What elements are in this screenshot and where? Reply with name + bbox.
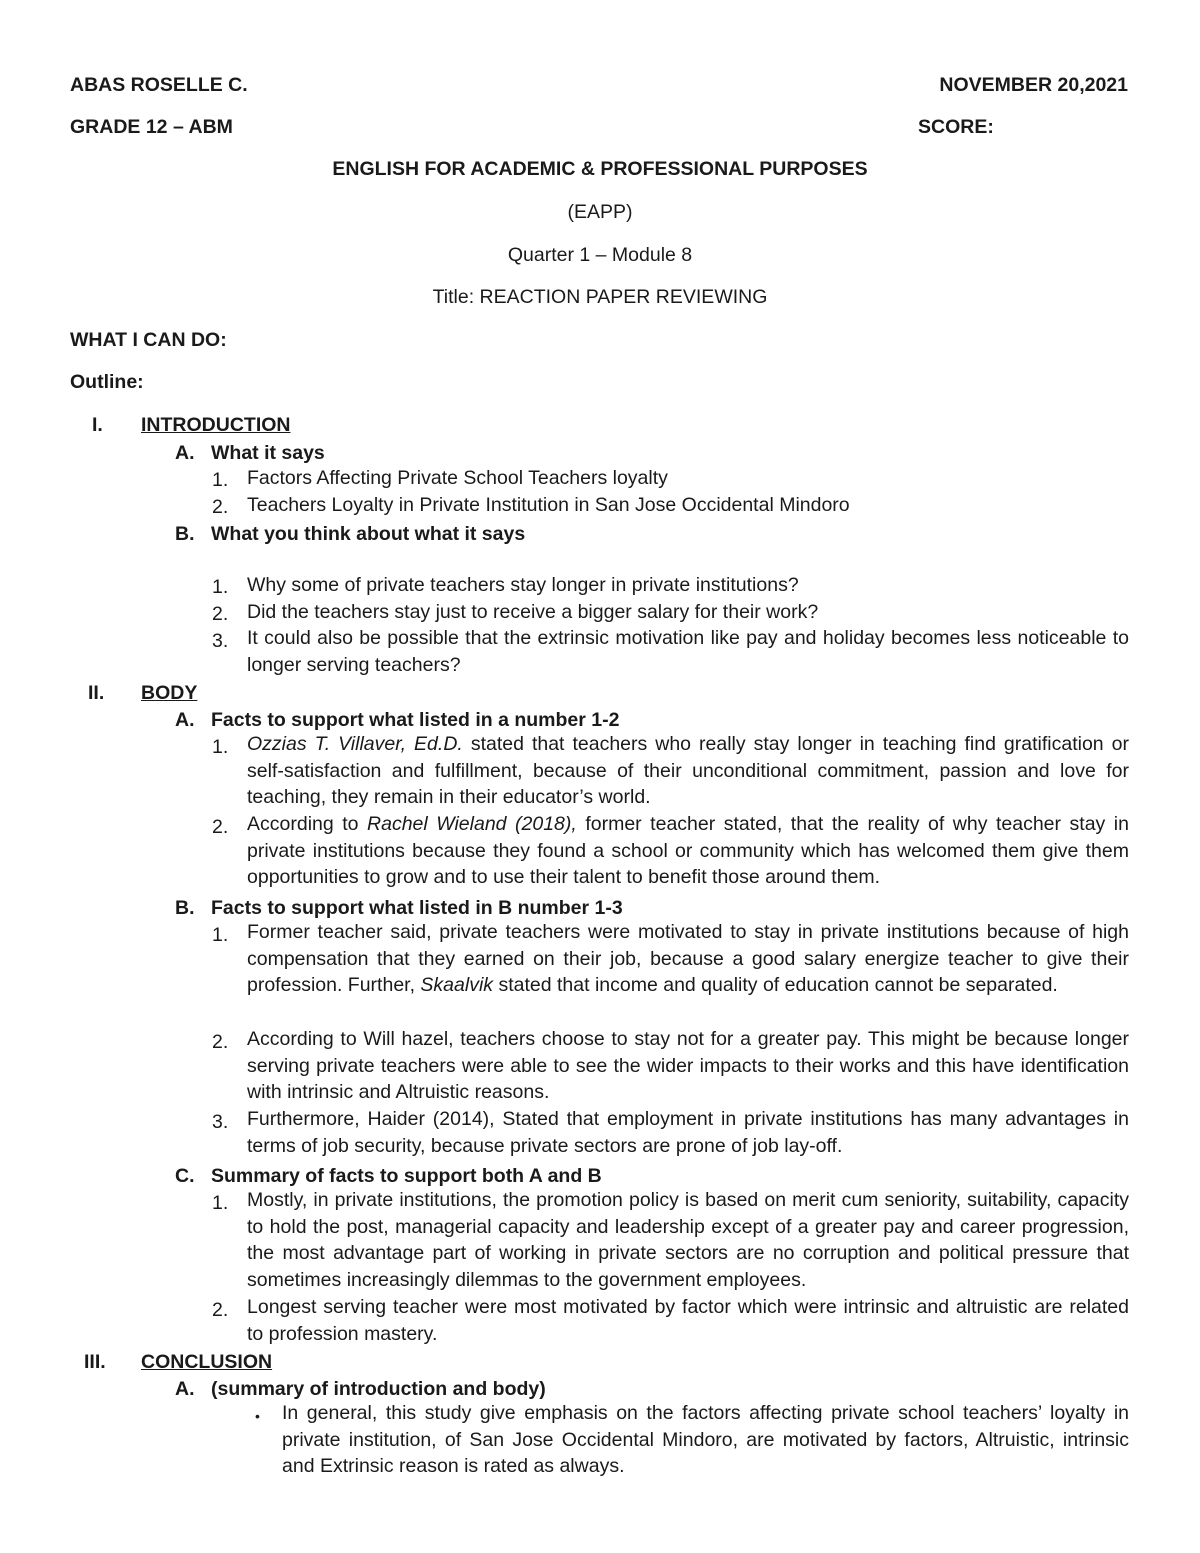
list-number: 1. <box>212 469 229 491</box>
subsection-letter: A. <box>175 442 195 464</box>
subject-title: ENGLISH FOR ACADEMIC & PROFESSIONAL PURPOSES <box>332 158 868 180</box>
list-item: Mostly, in private institutions, the promotion policy is based on merit cum seniority, suitability, capacity to hold the post, managerial capacity and leadership except of a greater pay and career progression, the most advantage part of working in private sectors are no corruption and political pressure that sometimes increasingly dilemmas to the government employees. <box>247 1189 1129 1292</box>
list-number: 2. <box>212 496 229 518</box>
list-item: Why some of private teachers stay longer in private institutions? <box>247 574 799 596</box>
list-item: Did the teachers stay just to receive a bigger salary for their work? <box>247 601 819 623</box>
section-title-body: BODY <box>141 682 198 704</box>
list-number: 1. <box>212 1192 229 1214</box>
subsection-heading-summary: Summary of facts to support both A and B <box>211 1165 602 1187</box>
subsection-letter: C. <box>175 1165 195 1187</box>
list-number: 1. <box>212 924 229 946</box>
section-numeral-conclusion: III. <box>84 1351 106 1373</box>
list-item: Ozzias T. Villaver, Ed.D. stated that teachers who really stay longer in teaching find gratification or self-satisfaction and fulfillment, because of their unconditional commitment, passion and love for teaching, they remain in their educator’s world. <box>247 733 1129 809</box>
student-name: ABAS ROSELLE C. <box>70 74 248 96</box>
list-item: Former teacher said, private teachers were motivated to stay in private institutions because of high compensation that they earned on their job, because a good salary energize teacher to give their profession. Further, Skaalvik stated that income and quality of education cannot be separated. <box>247 921 1129 997</box>
outline-label: Outline: <box>70 371 144 393</box>
conclusion-bullet-text: In general, this study give emphasis on the factors affecting private school teachers’ loyalty in private institution, of San Jose Occidental Mindoro, are motivated by factors, Altruistic, intrinsic and Extrinsic reason is rated as always. <box>282 1402 1129 1478</box>
list-number: 1. <box>212 736 229 758</box>
bullet-icon: • <box>255 1408 260 1424</box>
list-item: According to Will hazel, teachers choose to stay not for a greater pay. This might be because longer serving private teachers were able to see the wider impacts to their works and this have identification with intrinsic and Altruistic reasons. <box>247 1028 1129 1104</box>
subject-abbrev: (EAPP) <box>567 201 633 223</box>
subsection-heading-conclusion-summary: (summary of introduction and body) <box>211 1378 546 1400</box>
list-item: Teachers Loyalty in Private Institution in San Jose Occidental Mindoro <box>247 494 850 516</box>
cited-author: Ozzias T. Villaver, Ed.D. <box>247 733 463 755</box>
section-title-conclusion: CONCLUSION <box>141 1351 273 1373</box>
section-numeral-intro: I. <box>92 414 103 436</box>
list-number: 3. <box>212 1111 229 1133</box>
subsection-heading-facts-a: Facts to support what listed in a number 1-2 <box>211 709 620 731</box>
subsection-heading-what-it-says: What it says <box>211 442 325 464</box>
subsection-letter: A. <box>175 709 195 731</box>
list-number: 3. <box>212 630 229 652</box>
list-item: Longest serving teacher were most motivated by factor which were intrinsic and altruistic are related to profession mastery. <box>247 1296 1129 1345</box>
grade-section: GRADE 12 – ABM <box>70 116 233 138</box>
list-item: It could also be possible that the extrinsic motivation like pay and holiday becomes less noticeable to longer serving teachers? <box>247 627 1129 676</box>
list-number: 2. <box>212 1031 229 1053</box>
subsection-heading-what-you-think: What you think about what it says <box>211 523 526 545</box>
list-item: Factors Affecting Private School Teachers loyalty <box>247 467 668 489</box>
subsection-heading-facts-b: Facts to support what listed in B number 1-3 <box>211 897 623 919</box>
list-number: 2. <box>212 1299 229 1321</box>
list-number: 2. <box>212 816 229 838</box>
subsection-letter: A. <box>175 1378 195 1400</box>
what-i-can-do-label: WHAT I CAN DO: <box>70 329 227 351</box>
list-number: 2. <box>212 603 229 625</box>
section-title-introduction: INTRODUCTION <box>141 414 291 436</box>
list-number: 1. <box>212 576 229 598</box>
paper-title: Title: REACTION PAPER REVIEWING <box>432 286 768 308</box>
subsection-letter: B. <box>175 897 195 919</box>
cited-author: Rachel Wieland (2018), <box>367 813 577 835</box>
subsection-letter: B. <box>175 523 195 545</box>
document-date: NOVEMBER 20,2021 <box>939 74 1128 96</box>
cited-author: Skaalvik <box>420 974 494 997</box>
score-label: SCORE: <box>918 116 994 138</box>
list-item: Furthermore, Haider (2014), Stated that employment in private institutions has many advantages in terms of job security, because private sectors are prone of job lay-off. <box>247 1108 1129 1157</box>
list-item: According to Rachel Wieland (2018), former teacher stated, that the reality of why teacher stay in private institutions because they found a school or community which has welcomed them give them opportunities to grow and to use their talent to benefit those around them. <box>247 813 1129 889</box>
section-numeral-body: II. <box>88 682 105 704</box>
module-label: Quarter 1 – Module 8 <box>507 244 693 266</box>
